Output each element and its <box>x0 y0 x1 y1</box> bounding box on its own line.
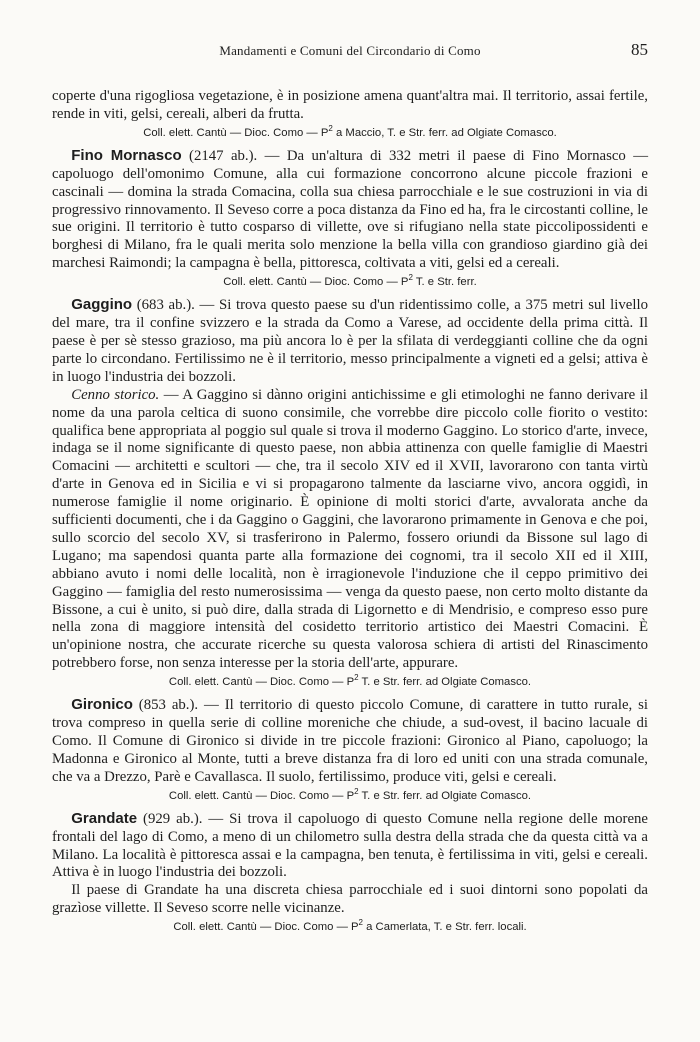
source-line-gironico: Coll. elett. Cantù — Dioc. Como — $P^2$ T. e Str. ferr. ad Olgiate Comasco. <box>168 786 532 802</box>
place-name-grandate: Grandate <box>71 809 138 827</box>
entry-gaggino: Gaggino (683 ab.). — Si trova questo paese su d'un ridentissimo colle, a 375 metri sul livello del mare, tra il confine svizzero e la strada da Como a Varese, ad occidente della prima città. Il paese è per sè stesso grazioso, ma più ancora lo è per la sfilata di verdeggianti colline che da ogni parte lo circondano. Fertilissimo ne è il territorio, messo principalmente a vigneti ed a gelsi; attiva è in luogo l'industria dei bozzoli. <box>52 296 648 385</box>
place-name-fino-mornasco: Fino Mornasco <box>71 146 182 164</box>
source-line-grandate: Coll. elett. Cantù — Dioc. Como — $P^2$ a Camerlata, T. e Str. ferr. locali. <box>173 918 527 934</box>
source-line-intro: Coll. elett. Cantù — Dioc. Como — $P^2$ a Maccio, T. e Str. ferr. ad Olgiate Comasco. <box>143 124 557 139</box>
page-number: 85 <box>631 40 648 59</box>
entry-gironico: Gironico (853 ab.). — Il territorio di questo piccolo Comune, di carattere in tutto rurale, si trova compreso in quella serie di colline moreniche che chiude, a sud-ovest, il bacino lacuale di Como. Il Comune di Gironico si divide in tre piccole frazioni: Gironico al Piano, capoluogo; la Madonna e Gironico al Monte, tutti a breve distanza fra di loro ed uniti con una strada comunale, che va a Drezzo, Parè e Cavallasca. Il suolo, fertilissimo, produce viti, gelsi e cereali. <box>52 696 648 785</box>
grandate-second-paragraph: Il paese di Grandate ha una discreta chiesa parrocchiale ed i suoi dintorni sono popolati da grazìose villette. Il Seveso scorre nelle vicinanze. <box>52 882 648 917</box>
intro-paragraph: coperte d'una rigogliosa vegetazione, è in posizione amena quant'altra mai. Il territorio, assai fertile, rende in viti, gelsi, cereali, alberi da frutta. <box>52 88 648 122</box>
gaggino-cenno-storico: Cenno storico. — A Gaggino si dànno origini antichissime e gli etimologhi ne fanno derivare il nome da una parola celtica di suono consimile, che vorrebbe dire piccolo colle fiorito o vestito: qualifica bene appropriata al poggio sul quale si trova il moderno Gaggino. Lo storico d'arte, invece, indaga se il nome significante di questo paese, non abbia attinenza con quelle famiglie di Maestri Comacini — architetti e scultori — che, tra il secolo XIV ed il XVII, lavorarono con tanta virtù d'arte in Genova ed in Sicilia e vi si propagarono talmente da lasciarne vivo, ancora oggidì, in numerose famiglie il nome originario. È opinione di molti storici d'arte, avvalorata anche da sufficienti documenti, che i da Gaggino o Gaggini, che lavorarono primamente in Genova e che poi, sullo scorcio del secolo XV, si trasferirono in Palermo, fossero oriundi da Bissone sul lago di Lugano; ma sapendosi quanta parte alla formazione dei cognomi, tra il secolo XII ed il XIII, abbiano avuto i nomi delle località, non è irragionevole l'induzione che il ceppo primitivo dei Gaggino — famiglia del resto numerosissima — venga da questo paese, non certo molto distante da Bissone, a cui è unito, si può dire, dalla strada di Ligornetto e di Mendrisio, e compreso esso pure nella zona di maggiore intensità del cosidetto territorio artistico dei Maestri Comacini. È un'opinione nostra, che accurate ricerche su questa valorosa schiera di artisti del Rinascimento potrebbero forse, non senza interesse per la storia dell'arte, appurare. <box>52 386 648 672</box>
entry-grandate: Grandate (929 ab.). — Si trova il capoluogo di questo Comune nella regione delle morene frontali del lago di Como, a meno di un chilometro sulla destra della strada che da questa città va a Milano. La località è pittoresca assai e la campagna, ben tenuta, è fertilissima in viti, gelsi e cereali. Attiva è in luogo l'industria dei bozzoli. <box>52 809 648 881</box>
place-name-gaggino: Gaggino <box>71 296 133 314</box>
entry-fino-mornasco: Fino Mornasco (2147 ab.). — Da un'altura di 332 metri il paese di Fino Mornasco — capoluogo dell'omonimo Comune, alla cui formazione concorrono alcune piccole frazioni e cascinali — domina la strada Comacina, colla sua chiesa parrocchiale e le sue costruzioni in via di progressivo rinnovamento. Il Seveso corre a poca distanza da Fino ed ha, fra le circostanti colline, le sue origini. Il territorio è tutto cosparso di villette, ove si rifugiano nella state piccolipossidenti e borghesi di Milano, fra le quali merita solo menzione la bella villa con grandioso giardino già dei marchesi Raimondi; la campagna è bella, pittoresca, coltivata a viti, gelsi ed a cereali. <box>52 146 648 272</box>
cenno-storico-label: Cenno storico. <box>71 386 160 403</box>
running-title: Mandamenti e Comuni del Circondario di Como <box>219 43 481 58</box>
place-name-gironico: Gironico <box>71 696 133 714</box>
source-line-gaggino: Coll. elett. Cantù — Dioc. Como — $P^2$ T. e Str. ferr. ad Olgiate Comasco. <box>168 673 532 689</box>
page-header <box>52 40 648 62</box>
page-body <box>52 88 648 938</box>
source-line-fino: Coll. elett. Cantù — Dioc. Como — $P^2$ T. e Str. ferr. <box>223 273 477 289</box>
